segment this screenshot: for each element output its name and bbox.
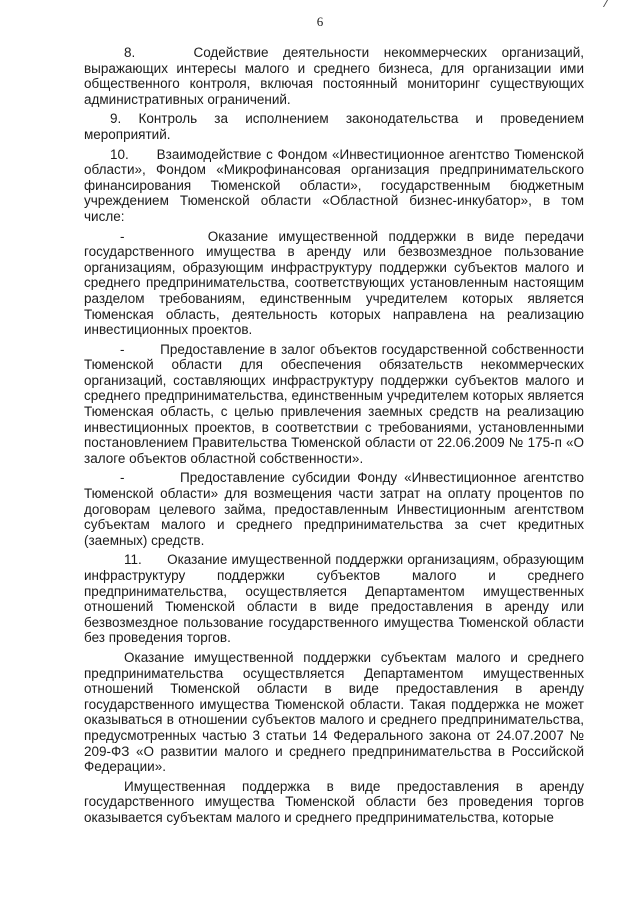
- page-number: 6: [316, 14, 324, 29]
- paragraph-item-9: 9. Контроль за исполнением законодательства и проведением мероприятий.: [84, 111, 584, 142]
- paragraph-item-8: 8. Содействие деятельности некоммерческих организаций, выражающих интересы малого и среднего бизнеса, для организации ими общественного контроля, включая постоянный мониторинг существующих административных ограничений.: [84, 45, 584, 107]
- paragraph-item-10: 10. Взаимодействие с Фондом «Инвестиционное агентство Тюменской области», Фондом «Микрофинансовая организация предпринимательского финансирования Тюменской области», государственным бюджетным учреждением Тюменской области «Областной бизнес-инкубатор», в том числе:: [84, 146, 584, 224]
- paragraph-lease-without-tender: Имущественная поддержка в виде предоставления в аренду государственного имущества Тюменской области без проведения торгов оказывается субъектам малого и среднего предпринимательства, которые: [84, 778, 584, 825]
- paragraph-item-11: 11. Оказание имущественной поддержки организациям, образующим инфраструктуру поддержки субъектов малого и среднего предпринимательства, осуществляется Департаментом имущественных отношений Тюменской области в виде предоставления в аренду или безвозмездное пользование государственного имущества Тюменской области без проведения торгов.: [84, 552, 584, 646]
- document-body: [84, 45, 584, 830]
- list-item-pledge: - Предоставление в залог объектов государственной собственности Тюменской области для обеспечения обязательств некоммерческих организаций, составляющих инфраструктуру поддержки субъектов малого и среднего предпринимательства, единственным учредителем которых является Тюменская область, с целью привлечения заемных средств на реализацию инвестиционных проектов, в соответствии с требованиями, установленными постановлением Правительства Тюменской области от 22.06.2009 № 175-п «О залоге объектов областной собственности».: [84, 341, 584, 466]
- paragraph-property-support-smb: Оказание имущественной поддержки субъектам малого и среднего предпринимательства осуществляется Департаментом имущественных отношений Тюменской области в виде предоставления в аренду государственного имущества Тюменской области. Такая поддержка не может оказываться в отношении субъектов малого и среднего предпринимательства, предусмотренных частью 3 статьи 14 Федерального закона от 24.07.2007 № 209-ФЗ «О развитии малого и среднего предпринимательства в Российской Федерации».: [84, 649, 584, 775]
- list-item-subsidy: - Предоставление субсидии Фонду «Инвестиционное агентство Тюменской области» для возмещения части затрат на оплату процентов по договорам целевого займа, предоставленным Инвестиционным агентством субъектам малого и среднего предпринимательства за счет кредитных (заемных) средств.: [84, 470, 584, 548]
- list-item-property-support: - Оказание имущественной поддержки в виде передачи государственного имущества в аренду или безвозмездное пользование организациям, образующим инфраструктуру поддержки субъектов малого и среднего предпринимательства, соответствующих установленным настоящим разделом требованиям, единственным учредителем которых является Тюменская область, деятельность которых направлена на реализацию инвестиционных проектов.: [84, 228, 584, 338]
- corner-mark: [594, 0, 608, 7]
